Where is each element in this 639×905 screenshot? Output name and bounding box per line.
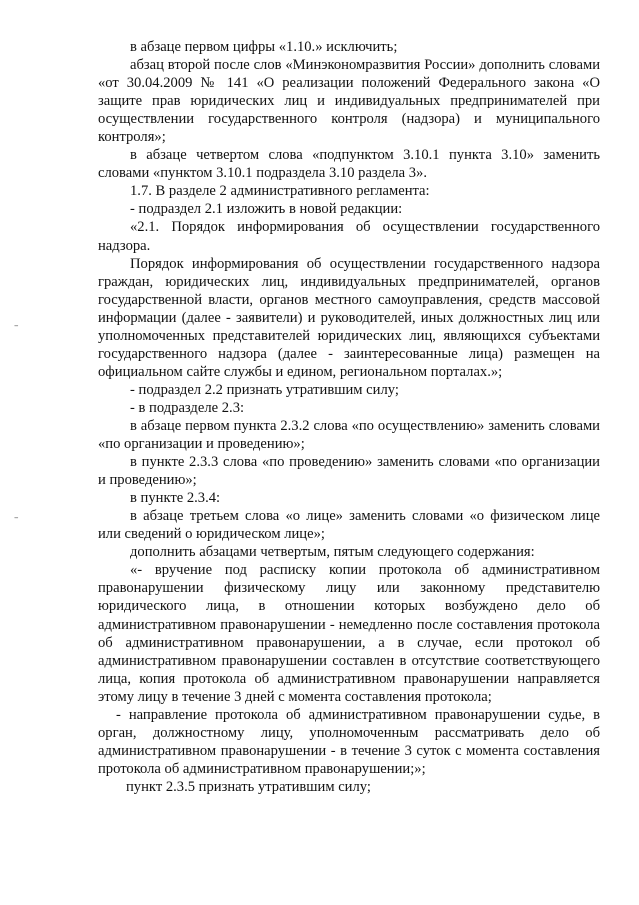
scan-mark: – (14, 513, 19, 523)
paragraph: - направление протокола об административном правонарушении судье, в орган, должностному лицу, уполномоченным рассматривать дело об административном правонарушении - в течение 3 суток с момента составления протокола об административном правонарушении;»; (98, 706, 600, 777)
paragraph: - в подразделе 2.3: (130, 399, 245, 416)
paragraph: абзац второй после слов «Минэкономразвития России» дополнить словами «от 30.04.2009 № 141 «О реализации положений Федерального закона «О защите прав юридических лиц и индивидуальных предпринимателей при осуществлении государственного контроля (надзора) и муниципального контроля»; (98, 57, 600, 146)
section-heading: «2.1. Порядок информирования об осуществлении государственного надзора. (98, 219, 600, 254)
paragraph: в абзаце третьем слова «о лице» заменить словами «о физическом лице или сведений о юридическом лице»; (98, 508, 600, 543)
paragraph: пункт 2.3.5 признать утратившим силу; (126, 778, 371, 795)
paragraph: - подраздел 2.2 признать утратившим силу; (130, 381, 399, 398)
paragraph: «- вручение под расписку копии протокола об административном правонарушении физическому лицу или законному представителю юридического лица, в отношении которых возбуждено дело об административном правонарушении - немедленно после составления протокола об административном правонарушении, а в случае, если протокол об административном правонарушении составлен в отсутствие соответствующего лица, копия протокола об административном правонарушении направляется этому лицу в течение 3 дней с момента составления протокола; (98, 562, 600, 705)
paragraph: в абзаце первом цифры «1.10.» исключить; (130, 39, 398, 55)
paragraph: - подраздел 2.1 изложить в новой редакции: (130, 201, 403, 218)
paragraph: в абзаце четвертом слова «подпунктом 3.10.1 пункта 3.10» заменить словами «пунктом 3.10.1 подраздела 3.10 раздела 3». (98, 147, 600, 182)
paragraph: дополнить абзацами четвертым, пятым следующего содержания: (130, 544, 535, 561)
paragraph: Порядок информирования об осуществлении государственного надзора граждан, юридических лиц, индивидуальных предпринимателей, органов государственной власти, органов местного самоуправления, средств массовой информации (далее - заявители) и руководителей, иных должностных лиц или уполномоченных представителей юридических лиц, являющихся субъектами государственного надзора (далее - заинтересованные лица) размещен на официальном сайте службы и едином, региональном порталах.»; (98, 255, 600, 380)
paragraph: 1.7. В разделе 2 административного регламента: (130, 183, 430, 200)
paragraph: в пункте 2.3.4: (130, 490, 221, 507)
paragraph: в пункте 2.3.3 слова «по проведению» заменить словами «по организации и проведению»; (98, 454, 600, 489)
scan-mark: – (14, 321, 19, 331)
document-body (98, 38, 600, 796)
paragraph: в абзаце первом пункта 2.3.2 слова «по осуществлению» заменить словами «по организации и проведению»; (98, 417, 600, 453)
